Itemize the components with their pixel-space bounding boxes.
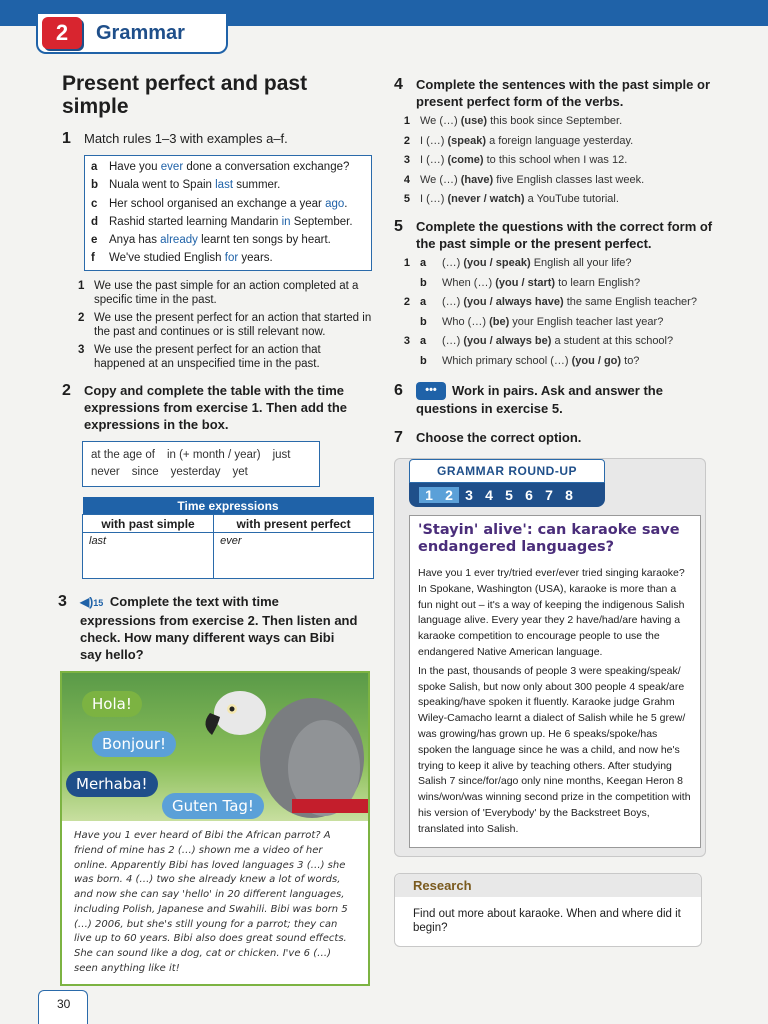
rule-row [78,279,374,308]
ex4-item [394,190,734,210]
item-letter: b [420,315,427,328]
rule-text: We use the present perfect for an action that started in the past and continues or is still relevant now. [94,311,372,339]
research-box [394,873,702,947]
audio-track-icon[interactable]: ◀)15 [80,595,104,610]
table-title: Time expressions [83,497,374,515]
item-verb: (use) [460,115,488,127]
item-verb: (you / go) [571,354,622,367]
rule-number: 1 [78,279,85,292]
time-expression: last [215,179,234,192]
section-title: Grammar [96,21,185,44]
exercise-4: 4 Complete the sentences with the past simple or present perfect form of the verbs. [394,76,734,110]
time-expression: already [160,234,198,247]
example-letter: f [91,252,95,265]
item-number: 3 [403,154,410,167]
roundup-step-5[interactable]: 5 [505,487,513,504]
exercise-3: 3 ◀)15 Complete the text with time expressions from exercise 2. Then listen and check. How many different ways can Bibi say hello? [58,593,358,663]
item-number: 2 [403,296,410,309]
item-text: I (…) (come) to this school when I was 12. [420,154,628,167]
left-column [58,72,374,986]
item-number: 2 [403,134,410,147]
exercise-2-instruction: Copy and complete the table with the time expressions from exercise 1. Then add the expressions in the box. [84,382,347,432]
exercise-5-instruction: Complete the questions with the correct form of the past simple or the present perfect. [416,218,713,251]
box-expression: just [272,448,291,461]
item-text: (…) (you / speak) English all your life? [442,256,632,269]
rules-list [78,279,374,372]
item-number: 1 [403,115,410,127]
rule-row [78,311,374,340]
roundup-step-4[interactable]: 4 [485,487,493,504]
item-verb: (you / always be) [463,335,552,348]
rule-number: 2 [78,311,85,324]
exercise-1-instruction: Match rules 1–3 with examples a–f. [84,131,288,146]
ex4-item [394,151,734,171]
table-col-past-simple: with past simple [83,515,214,533]
example-text: Her school organised an exchange a year ago. [109,197,348,210]
item-number [394,352,410,372]
exercise-5: 5 Complete the questions with the correct form of the past simple or the present perfect. [394,218,734,252]
examples-box [84,155,372,271]
exercise-2: 2 Copy and complete the table with the time expressions from exercise 1. Then add the expressions in the box. [62,382,374,433]
exercise-3-instruction: Complete the text with time expressions from exercise 2. Then listen and check. How many different ways can Bibi say hello? [80,594,358,663]
exercise-1: 1 Match rules 1–3 with examples a–f. [62,130,288,147]
roundup-step-6[interactable]: 6 [525,487,533,504]
item-text: We (…) (use) this book since September. [420,115,623,127]
section-number-badge: 2 [42,17,82,49]
parrot-text-box [60,671,370,986]
exercise-4-items [394,112,734,210]
item-verb: (have) [460,173,494,186]
example-text: Nuala went to Spain last summer. [109,179,281,192]
example-text: We've studied English for years. [109,252,273,265]
example-text: Rashid started learning Mandarin in September. [109,215,353,228]
ex5-item [394,274,734,294]
time-expression: in [281,215,291,228]
item-text: We (…) (have) five English classes last week. [420,173,645,186]
item-text: When (…) (you / start) to learn English? [442,276,641,289]
time-expression: ago [325,197,345,210]
example-row [91,231,365,249]
research-text: Find out more about karaoke. When and where did it begin? [413,907,681,935]
exercise-5-items [394,254,734,372]
roundup-title: GRAMMAR ROUND-UP [409,459,605,483]
example-row [91,213,365,231]
item-letter: b [420,354,427,367]
parrot-photo [62,673,368,821]
table-cell-present: ever [214,533,374,579]
item-text: (…) (you / always be) a student at this school? [442,335,674,348]
example-row [91,195,365,213]
roundup-step-3[interactable]: 3 [465,487,473,504]
bubble-merhaba: Merhaba! [66,771,158,797]
rule-text: We use the present perfect for an action that happened at an unspecified time in the past. [94,343,321,371]
box-expression: yesterday [170,465,221,478]
item-number [394,313,410,333]
example-letter: e [91,234,98,247]
item-verb: (you / start) [495,276,556,289]
example-row [91,176,365,194]
item-verb: (never / watch) [447,193,525,206]
grammar-roundup [394,458,706,857]
time-expression: ever [160,161,184,173]
roundup-step-2[interactable]: 2 [439,487,459,503]
bubble-hola: Hola! [82,691,142,717]
box-expression: yet [232,465,248,478]
item-number [394,274,410,294]
item-letter: b [420,276,427,289]
item-verb: (you / speak) [463,256,531,269]
example-letter: c [91,197,98,210]
ex5-item [394,254,734,274]
example-row [91,249,365,267]
item-text: Who (…) (be) your English teacher last year? [442,315,664,328]
ex4-item [394,112,734,132]
article-paragraph-1: Have you 1 ever try/tried ever/ever tried singing karaoke? In Spokane, Washington (USA), karaoke is more than a fun night out – it's a way of keeping the indigenous Salish language alive. Every year they 2 have/had/are having a karaoke competition to encourage people to use the endangered Native American language. [418,567,685,659]
item-text: (…) (you / always have) the same English teacher? [442,296,697,309]
table-col-present-perfect: with present perfect [214,515,374,533]
rule-text: We use the past simple for an action completed at a specific time in the past. [94,279,359,307]
example-row [91,158,365,176]
research-label: Research [395,874,701,897]
exercise-7-instruction: Choose the correct option. [416,430,582,446]
section-tab [36,14,228,54]
time-expressions-box [82,441,320,487]
ex5-item [394,293,734,313]
parrot-article-text: Have you 1 ever heard of Bibi the African parrot? A friend of mine has 2 (…) shown me a video of her online. Apparently Bibi has loved languages 3 (…) she was born. 4 (…) two she already knew a lot of words, and now she can say 'hello' in 20 different languages, including Polish, Japanese and Swahili. Bibi was born 5 (…) 2006, but she's still young for a parrot; they can live up to 60 years. Bibi also does great sound effects. She can sound like a dog, cat or chicken. I've 6 (…) seen anything like it! [74,830,348,974]
bubble-guten-tag: Guten Tag! [162,793,264,819]
ex5-item [394,352,734,372]
ex4-item [394,132,734,152]
rule-number: 3 [78,343,85,356]
exercise-4-instruction: Complete the sentences with the past simple or present perfect form of the verbs. [416,77,711,109]
example-letter: d [91,215,99,228]
ex5-item [394,313,734,333]
example-letter: b [91,179,99,192]
exercise-6: 6 ••• Work in pairs. Ask and answer the questions in exercise 5. [394,381,663,417]
item-verb: (you / always have) [463,296,564,309]
example-text: Have you ever done a conversation exchange? [109,161,350,173]
roundup-step-tabs [409,483,605,507]
exercise-6-instruction: Work in pairs. Ask and answer the questions in exercise 5. [416,382,663,417]
item-letter: a [420,296,427,309]
roundup-step-7[interactable]: 7 [545,487,553,504]
table-cell-past: last [83,533,214,579]
karaoke-article [409,515,701,848]
item-verb: (speak) [447,134,487,147]
item-number: 5 [403,193,410,206]
box-expression: never [91,465,120,478]
example-letter: a [91,161,98,173]
time-expressions-table [82,497,374,580]
item-verb: (come) [447,154,484,167]
pair-work-icon: ••• [416,382,446,400]
item-number: 1 [403,256,410,269]
rule-row [78,343,374,372]
roundup-step-8[interactable]: 8 [565,487,573,504]
right-column [394,76,734,947]
time-expression: for [224,252,239,265]
item-number: 3 [403,335,410,348]
page-heading: Present perfect and past simple [62,72,308,118]
exercise-7: 7 Choose the correct option. [394,429,582,447]
ex4-item [394,171,734,191]
bubble-bonjour: Bonjour! [92,731,176,757]
roundup-step-1[interactable]: 1 [419,487,439,503]
box-expression: at the age of [91,448,155,461]
example-text: Anya has already learnt ten songs by heart. [109,234,331,247]
box-expression: in (+ month / year) [166,448,261,461]
item-text: I (…) (speak) a foreign language yesterday. [420,134,634,147]
page-number: 30 [38,990,88,1024]
ex5-item [394,332,734,352]
item-number: 4 [403,173,410,186]
article-title: 'Stayin' alive': can karaoke save endangered languages? [418,522,680,556]
article-paragraph-2: In the past, thousands of people 3 were speaking/speak/ spoke Salish, but now only about 300 people 4 speak/are speaking/have spoken it fluently. Karaoke judge Grahm Wiley-Camacho learnt a dialect of Salish while he 5 grew/ was growing/has grown up. He 6 speaks/spoke/has spoken the language since he was a child, and now he's trying to keep it alive by teaching others. After studying Salish 7 since/for/ago only nine months, Keegan Heron 8 wins/won/was winning second prize in the competition with his version of 'Everybody' by the Backstreet Boys, translated into Salish. [418,664,691,835]
item-verb: (be) [489,315,510,328]
item-text: I (…) (never / watch) a YouTube tutorial. [420,193,619,206]
item-letter: a [420,256,427,269]
item-text: Which primary school (…) (you / go) to? [442,354,640,367]
box-expression: since [131,465,159,478]
item-letter: a [420,335,427,348]
